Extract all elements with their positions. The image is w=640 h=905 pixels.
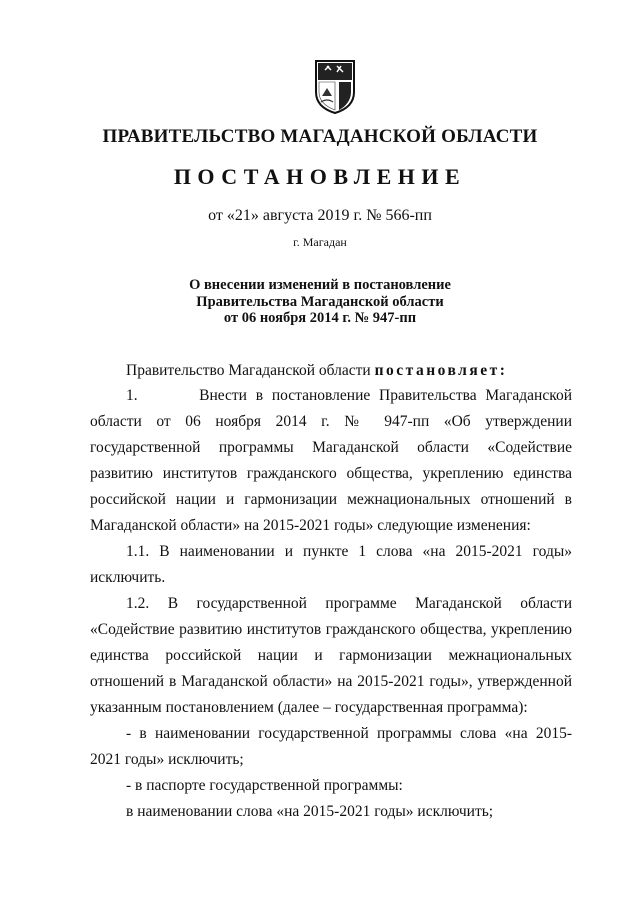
paragraph-number: 1.1. (126, 543, 150, 560)
list-item: в наименовании слова «на 2015-2021 годы» исключить; (126, 803, 494, 820)
intro-paragraph (90, 358, 572, 384)
document-date-number: от «21» августа 2019 г. № 566-пп (208, 207, 432, 224)
paragraph-text: В государственной программе Магаданской области «Содействие развитию институтов гражданского общества, укреплению единства российской нации и гармонизации межнациональных отношений в Магаданской области» на 2015-2021 годы», утвержденной указанным постановлением (далее – государственная программа): (90, 595, 573, 716)
list-item: - в паспорте государственной программы: (126, 777, 403, 794)
list-item: - в наименовании государственной программы слова «на 2015-2021 годы» исключить; (90, 725, 572, 768)
paragraph-text: Внести в постановление Правительства Магаданской области от 06 ноября 2014 г. № 947-пп «Об утверждении государственной программы Магаданской области «Содействие развитию институтов гражданского общества, укреплению единства российской нации и гармонизации межнациональных отношений в Магаданской области» на 2015-2021 годы» следующие изменения: (90, 387, 572, 534)
coat-of-arms-icon (313, 58, 357, 114)
paragraph-number: 1. (126, 387, 138, 404)
document-title (0, 277, 640, 327)
paragraph-1-2 (90, 591, 572, 721)
organization-name: ПРАВИТЕЛЬСТВО МАГАДАНСКОЙ ОБЛАСТИ (102, 126, 538, 147)
paragraph-1 (90, 383, 572, 539)
title-line: Правительства Магаданской области (196, 293, 444, 310)
title-line: О внесении изменений в постановление (189, 277, 451, 293)
paragraph-number: 1.2. (126, 595, 150, 612)
title-line: от 06 ноября 2014 г. № 947-пп (223, 310, 417, 326)
document-type: ПОСТАНОВЛЕНИЕ (173, 164, 467, 189)
paragraph-1-1 (90, 539, 572, 591)
intro-text: Правительство Магаданской области (126, 362, 371, 379)
document-city: г. Магадан (293, 235, 347, 249)
intro-verb: постановляет: (374, 362, 508, 379)
paragraph-text: В наименовании и пункте 1 слова «на 2015-2021 годы» исключить. (90, 543, 573, 586)
